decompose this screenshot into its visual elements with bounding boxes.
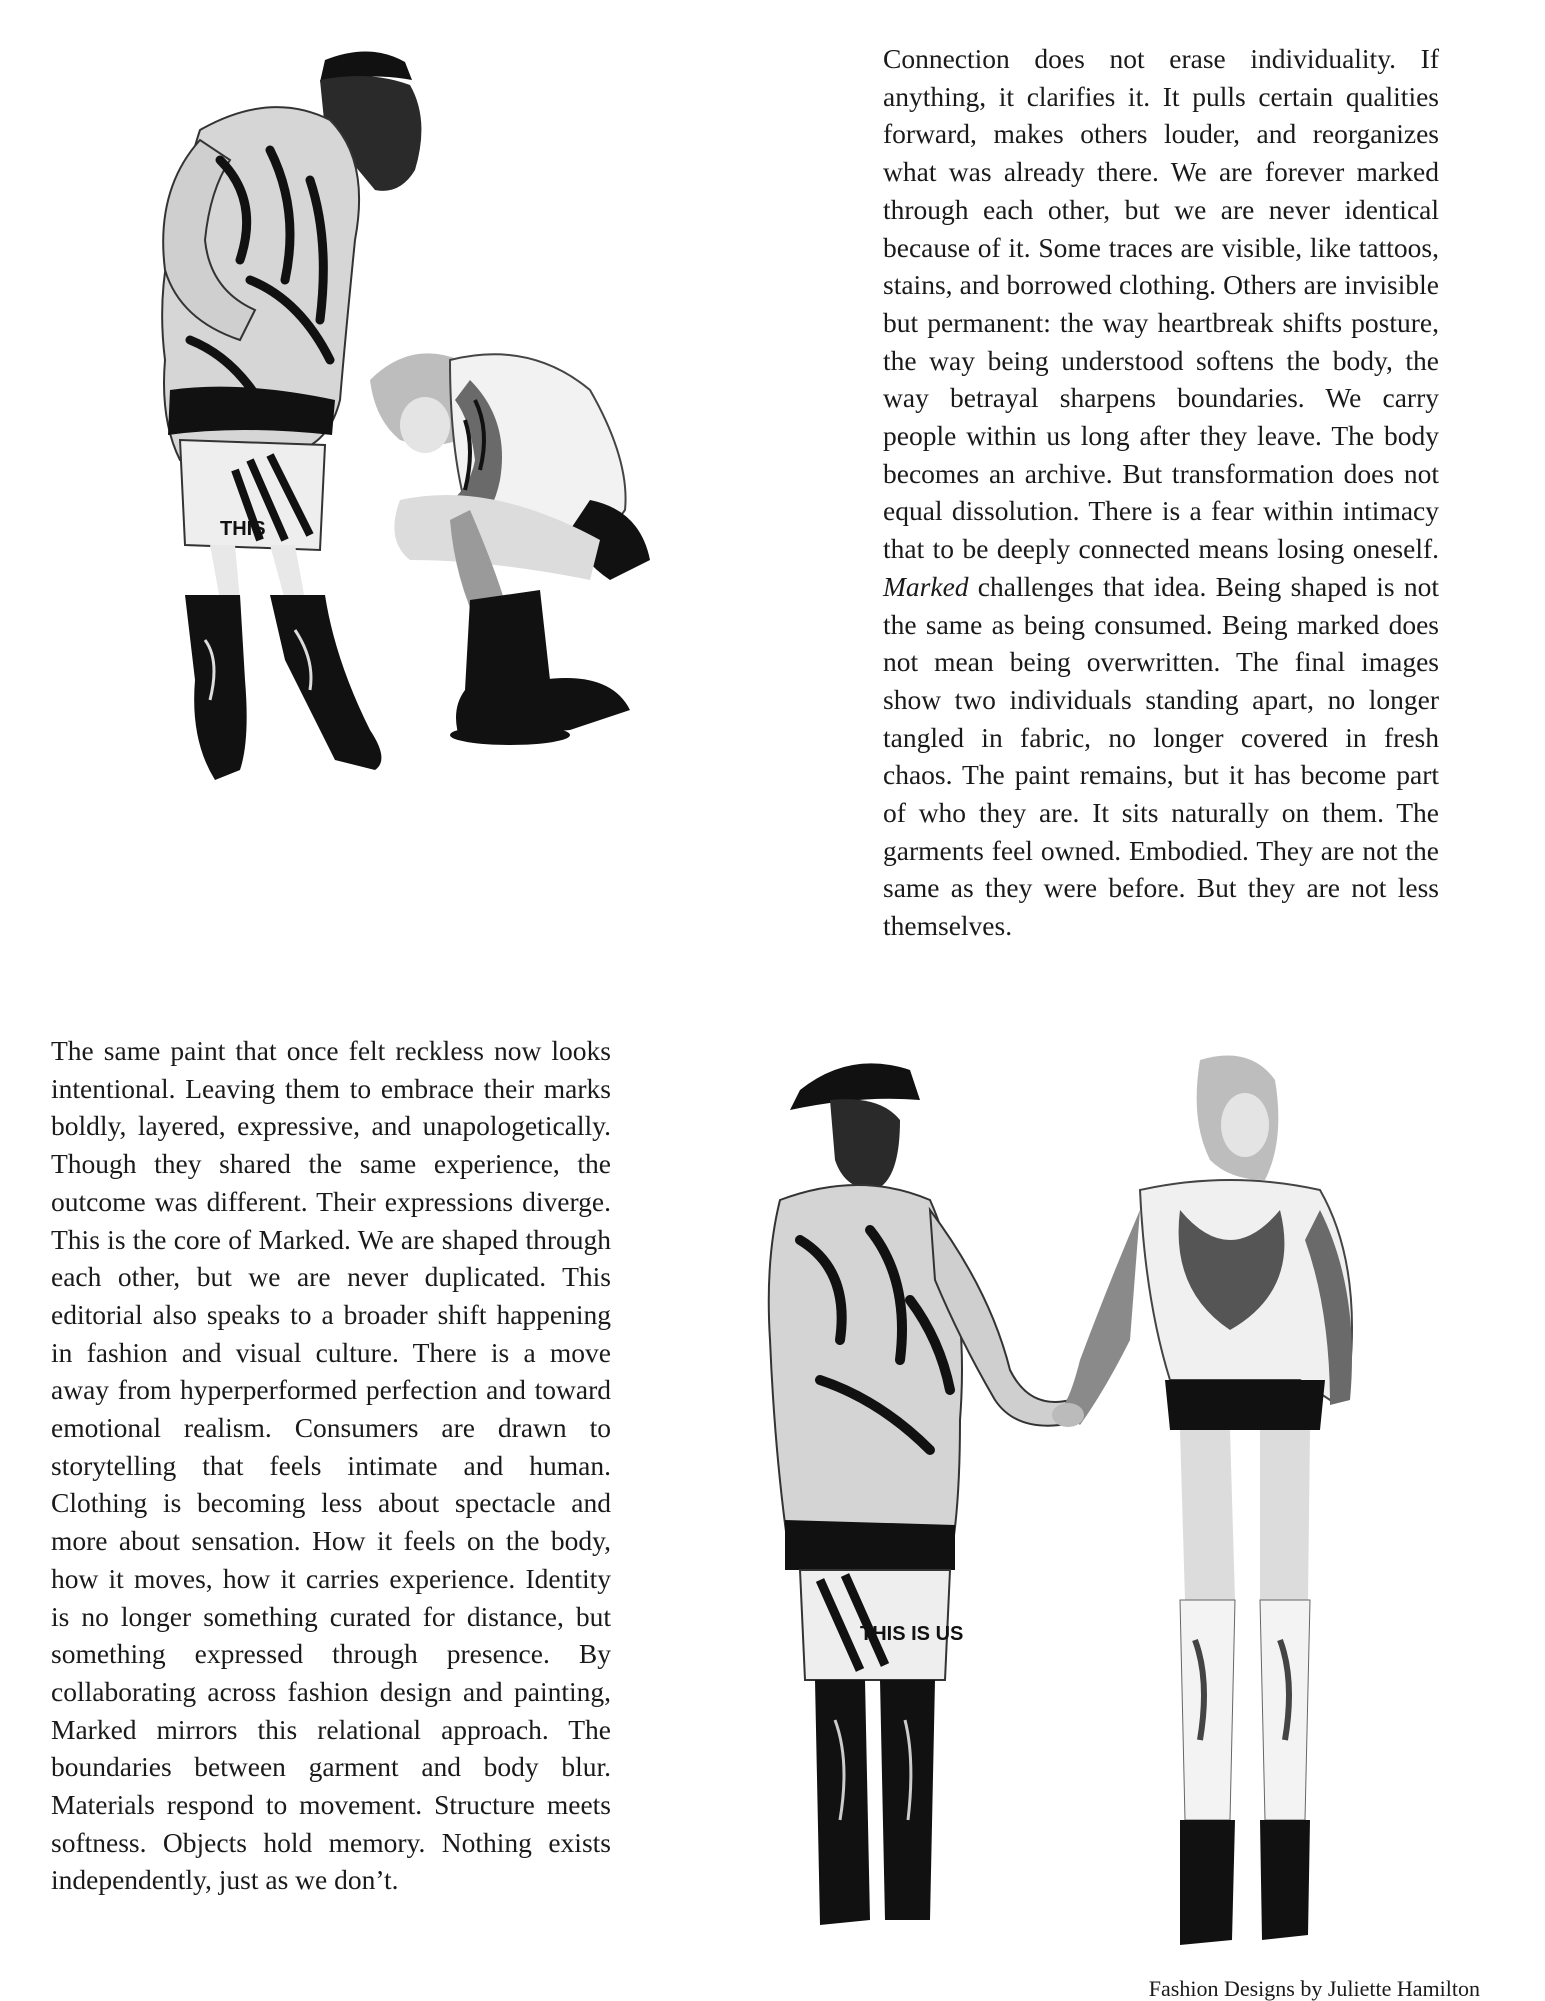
left-model-figure [769, 1063, 1070, 1925]
garment-print-top: THIS [220, 518, 266, 540]
editorial-photo-top [70, 40, 790, 920]
crouching-model-figure [370, 353, 650, 745]
paragraph-top-text-part-1: Connection does not erase individuality. If anything, it clarifies it. It pulls certain qualities forward, makes others louder, and reorganizes what was already there. We are forever marked through each other, but we are never identical because of it. Some traces are visible, like tattoos, stains, and borrowed clothing. Others are invisible but permanent: the way heartbreak shifts posture, the way being understood softens the body, the way betrayal sharpens boundaries. We carry people within us long after they leave. The body becomes an archive. But transformation does not equal dissolution. There is a fear within intimacy that to be deeply connected means losing oneself. [883, 43, 1439, 565]
photo-top-illustration [70, 40, 790, 920]
photo-bottom-illustration [760, 1040, 1380, 1975]
right-model-figure [1060, 1056, 1352, 1946]
paragraph-top-italic-title: Marked [883, 570, 969, 602]
paragraph-top-text-part-2: challenges that idea. Being shaped is not the same as being consumed. Being marked does not mean being overwritten. The final images show two individuals standing apart, no longer tangled in fabric, no longer covered in fresh chaos. The paint remains, but it has become part of who they are. It sits naturally on them. The garments feel owned. Embodied. They are not the same as they were before. But they are not less themselves. [883, 570, 1439, 942]
clasped-hands [1052, 1403, 1084, 1427]
article-paragraph-top [883, 40, 1439, 945]
garment-print-bottom: THIS IS US [860, 1623, 964, 1645]
article-paragraph-bottom: The same paint that once felt reckless now looks intentional. Leaving them to embrace their marks boldly, layered, expressive, and unapologetically. Though they shared the same experience, the outcome was different. Their expressions diverge. This is the core of Marked. We are shaped through each other, but we are never duplicated. This editorial also speaks to a broader shift happening in fashion and visual culture. There is a move away from hyperperformed perfection and toward emotional realism. Consumers are drawn to storytelling that feels intimate and human. Clothing is becoming less about spectacle and more about sensation. How it feels on the body, how it moves, how it carries experience. Identity is no longer something curated for distance, but something expressed through presence. By collaborating across fashion design and painting, Marked mirrors this relational approach. The boundaries between garment and body blur. Materials respond to movement. Structure meets softness. Objects hold memory. Nothing exists independently, just as we don’t. [51, 1035, 611, 1896]
editorial-photo-bottom [760, 1040, 1380, 1975]
photo-credit: Fashion Designs by Juliette Hamilton [1148, 1976, 1480, 2001]
